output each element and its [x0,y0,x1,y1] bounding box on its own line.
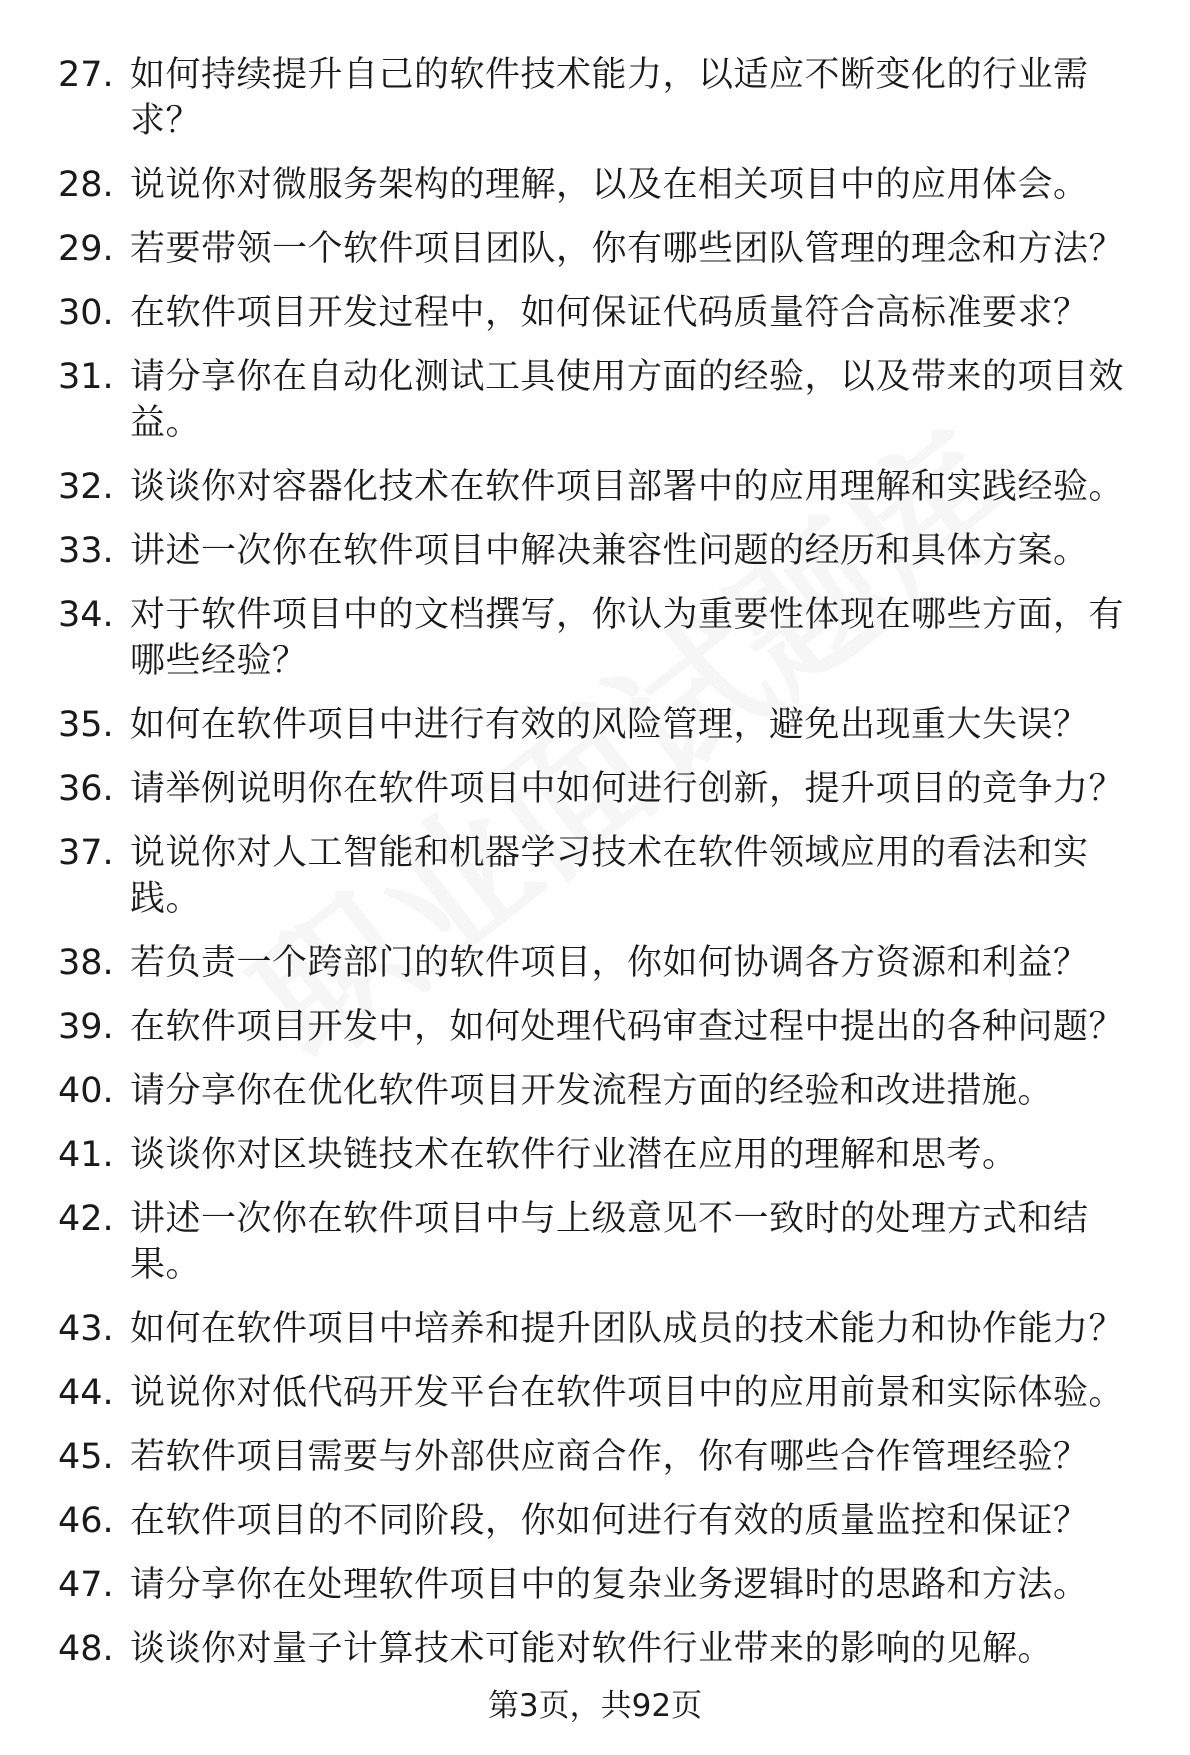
question-item [58,1370,1148,1416]
question-number: 28. [58,165,114,205]
question-text: 讲述一次你在软件项目中解决兼容性问题的经历和具体方案。 [130,531,1089,571]
question-number: 46. [58,1501,114,1541]
question-item [58,1626,1148,1672]
question-number: 37. [58,833,114,873]
question-text: 如何在软件项目中培养和提升团队成员的技术能力和协作能力？ [130,1309,1125,1349]
question-item [58,1068,1148,1114]
question-text: 讲述一次你在软件项目中与上级意见不一致时的处理方式和结果。 [130,1199,1089,1285]
question-text: 说说你对人工智能和机器学习技术在软件领域应用的看法和实践。 [130,833,1089,919]
question-item [58,1306,1148,1352]
question-text: 谈谈你对容器化技术在软件项目部署中的应用理解和实践经验。 [130,467,1125,507]
question-number: 47. [58,1565,114,1605]
question-item [58,528,1148,574]
question-item [58,226,1148,272]
question-text: 在软件项目开发中，如何处理代码审查过程中提出的各种问题？ [130,1007,1125,1047]
question-list [58,52,1148,1690]
question-item [58,830,1148,922]
question-number: 36. [58,769,114,809]
question-item [58,290,1148,336]
question-number: 48. [58,1629,114,1669]
question-item [58,1498,1148,1544]
question-number: 41. [58,1135,114,1175]
question-item [58,766,1148,812]
question-text: 在软件项目的不同阶段，你如何进行有效的质量监控和保证？ [130,1501,1089,1541]
question-text: 谈谈你对量子计算技术可能对软件行业带来的影响的见解。 [130,1629,1054,1669]
question-item [58,592,1148,684]
question-item [58,702,1148,748]
question-text: 若软件项目需要与外部供应商合作，你有哪些合作管理经验？ [130,1437,1089,1477]
question-text: 在软件项目开发过程中，如何保证代码质量符合高标准要求？ [130,293,1089,333]
question-number: 30. [58,293,114,333]
question-item [58,1132,1148,1178]
question-number: 27. [58,55,114,95]
question-number: 35. [58,705,114,745]
question-text: 说说你对低代码开发平台在软件项目中的应用前景和实际体验。 [130,1373,1125,1413]
question-text: 对于软件项目中的文档撰写，你认为重要性体现在哪些方面，有哪些经验？ [130,595,1125,681]
question-number: 39. [58,1007,114,1047]
question-item [58,1562,1148,1608]
question-number: 45. [58,1437,114,1477]
question-number: 29. [58,229,114,269]
question-item [58,940,1148,986]
question-item [58,1196,1148,1288]
question-text: 如何持续提升自己的软件技术能力，以适应不断变化的行业需求？ [130,55,1089,141]
question-text: 若要带领一个软件项目团队，你有哪些团队管理的理念和方法？ [130,229,1125,269]
question-text: 谈谈你对区块链技术在软件行业潜在应用的理解和思考。 [130,1135,1018,1175]
question-text: 请分享你在自动化测试工具使用方面的经验，以及带来的项目效益。 [130,357,1125,443]
question-item [58,162,1148,208]
question-text: 请分享你在处理软件项目中的复杂业务逻辑时的思路和方法。 [130,1565,1089,1605]
question-item [58,354,1148,446]
question-number: 32. [58,467,114,507]
question-item [58,464,1148,510]
question-number: 43. [58,1309,114,1349]
question-number: 42. [58,1199,114,1239]
question-number: 44. [58,1373,114,1413]
question-item [58,52,1148,144]
question-number: 38. [58,943,114,983]
question-number: 34. [58,595,114,635]
question-text: 如何在软件项目中进行有效的风险管理，避免出现重大失误？ [130,705,1089,745]
question-text: 请举例说明你在软件项目中如何进行创新，提升项目的竞争力？ [130,769,1125,809]
question-item [58,1434,1148,1480]
page-footer: 第3页，共92页 [487,1688,703,1724]
question-item [58,1004,1148,1050]
question-text: 说说你对微服务架构的理解，以及在相关项目中的应用体会。 [130,165,1089,205]
question-number: 31. [58,357,114,397]
question-number: 33. [58,531,114,571]
question-number: 40. [58,1071,114,1111]
question-text: 若负责一个跨部门的软件项目，你如何协调各方资源和利益？ [130,943,1089,983]
question-text: 请分享你在优化软件项目开发流程方面的经验和改进措施。 [130,1071,1054,1111]
